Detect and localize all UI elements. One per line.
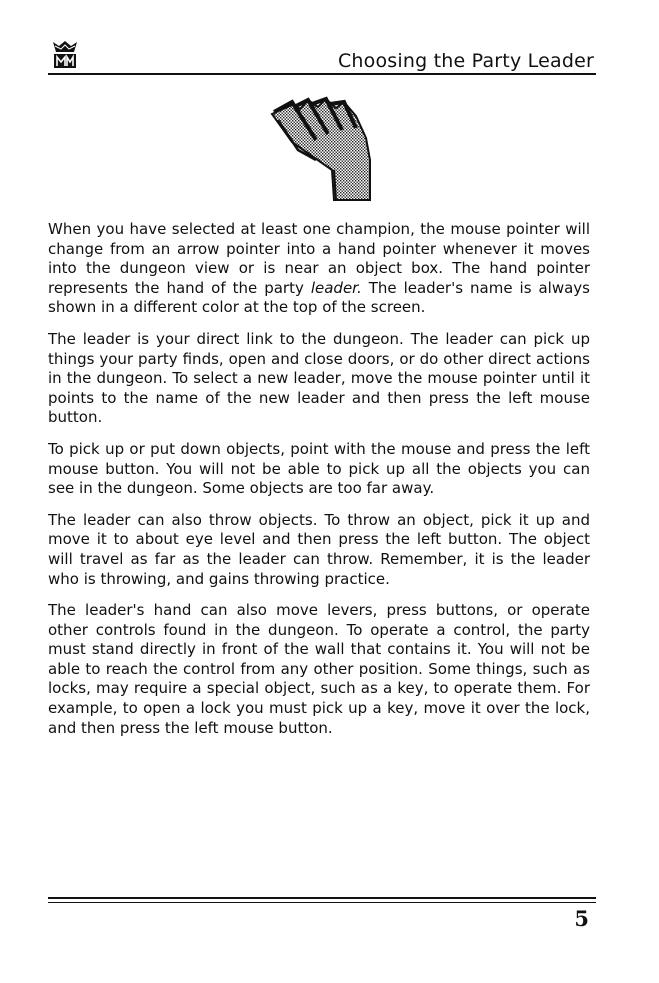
paragraph-2: The leader is your direct link to the dungeon. The leader can pick up things your party finds, open and close doors, or do other direct actions in the dungeon. To select a new leader, move the mouse pointer until it points to the name of the new leader and then press the left mouse button. <box>48 329 590 427</box>
page-header-title: Choosing the Party Leader <box>337 50 594 72</box>
dungeon-master-logo-icon <box>52 40 78 70</box>
page-number: 5 <box>574 906 589 931</box>
paragraph-1-text: When you have selected at least one champion, the mouse pointer will change from an arrow pointer into a hand pointer whenever it moves into the dungeon view or is near an object box. The hand pointer represents the hand of the party <box>48 220 590 297</box>
footer-divider <box>48 897 596 899</box>
leader-emphasis: leader. <box>310 278 362 297</box>
paragraph-3: To pick up or put down objects, point with the mouse and press the left mouse button. You will not be able to pick up all the objects you can see in the dungeon. Some objects are too far away. <box>48 439 590 498</box>
footer-divider-thin <box>48 902 596 903</box>
hand-pointer-icon <box>268 90 378 202</box>
body-text <box>48 220 590 750</box>
paragraph-5: The leader's hand can also move levers, press buttons, or operate other controls found in the dungeon. To operate a control, the party must stand directly in front of the wall that contains it. You will not be able to reach the control from any other position. Some things, such as locks, may require a special object, such as a key, to operate them. For example, to open a lock you must pick up a key, move it over the lock, and then press the left mouse button. <box>48 601 590 737</box>
paragraph-1 <box>48 220 590 318</box>
paragraph-1-text-end: The leader's name is always shown in a different color at the top of the screen. <box>48 278 590 317</box>
header-divider <box>48 73 596 75</box>
paragraph-4: The leader can also throw objects. To throw an object, pick it up and move it to about eye level and then press the left button. The object will travel as far as the leader can throw. Remember, it is the leader who is throwing, and gains throwing practice. <box>48 510 590 588</box>
